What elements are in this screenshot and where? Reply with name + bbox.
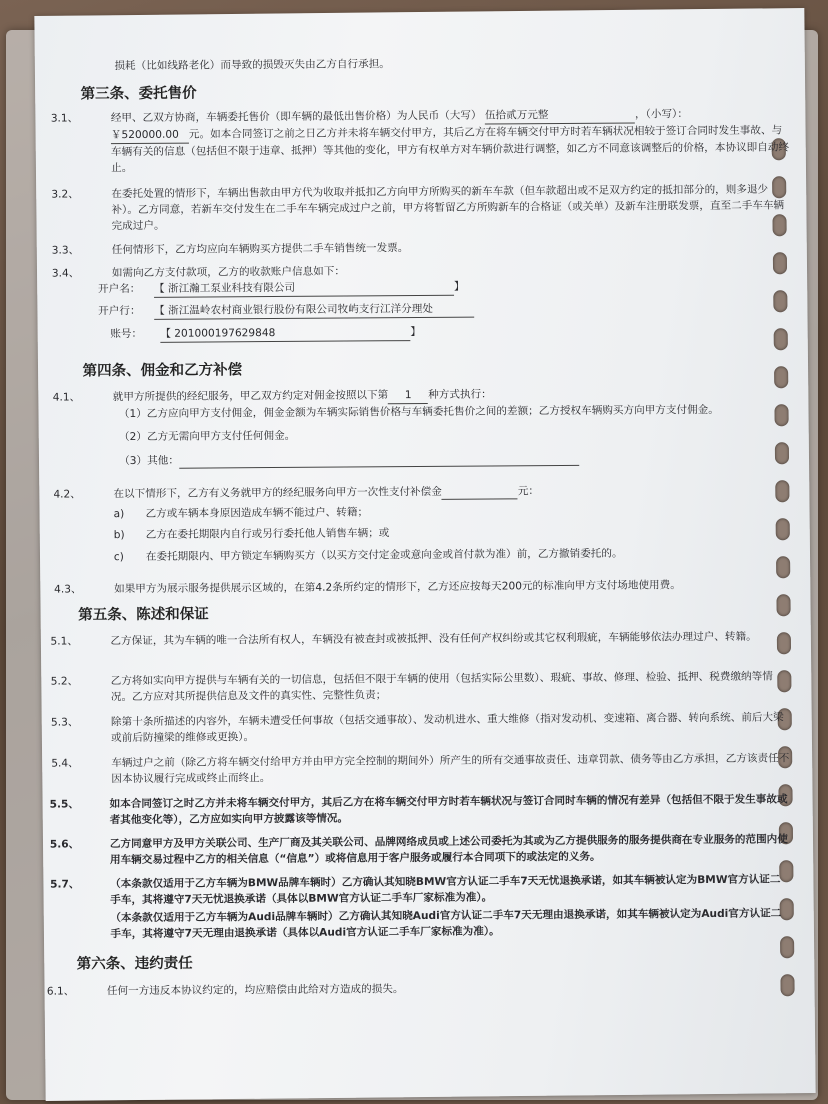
compensation-blank: [442, 486, 518, 500]
article-4-title: 第四条、佣金和乙方补偿: [82, 362, 243, 380]
item-key: c): [113, 551, 124, 564]
binder-hole: [774, 404, 788, 426]
clause-4-3-text: 如果甲方为展示服务提供展示区域的，在第4.2条所约定的情形下，乙方还应按每天200元的标准向甲方支付场地使用费。: [114, 579, 681, 596]
item-b: [114, 523, 764, 544]
top-line: 损耗（比如线路老化）而导致的损毁灭失由乙方自行承担。: [114, 58, 390, 73]
clause-3-1-text-a: 经甲、乙双方协商，车辆委托售价（即车辆的最低出售价格）为人民币（大写）: [110, 109, 482, 125]
option-1: （1）乙方应向甲方支付佣金，佣金金额为车辆实际销售价格与车辆委托售价之间的差额；乙方授权车辆购买方向甲方支付佣金。: [118, 403, 719, 421]
clause-3-3-text: 任何情形下，乙方均应向车辆购买方提供二手车销售统一发票。: [111, 242, 409, 257]
clause-6-1: [46, 978, 787, 999]
clause-text: 乙方将如实向甲方提供与车辆有关的一切信息，包括但不限于车辆的使用（包括实际公里数）、瑕疵、事故、修理、检验、抵押、税费缴纳等情况。乙方应对其所提供信息及文件的真实性、完整性负责；: [110, 670, 773, 704]
option-2: （2）乙方无需向甲方支付任何佣金。: [118, 429, 296, 444]
clause-4-2-text-b: 元：: [517, 485, 540, 498]
clause-number: 3.1、: [50, 112, 79, 125]
clause-3-4-text: 如需向乙方支付款项，乙方的收款账户信息如下：: [111, 265, 345, 280]
clause-3-2-text: 在委托处置的情形下，车辆出售款由甲方代为收取并抵扣乙方向甲方所购买的新车车款（但车款超出或不足双方约定的抵扣部分的，则多退少补）。乙方同意，若新车交付发生在二手车车辆完成过户之前，甲方将暂留乙方所购新车的合格证（或关单）及新车注册联发票，直至二手车车辆完成过户。: [111, 183, 785, 233]
clause-5-2: [50, 668, 791, 705]
clause-number: 5.6、: [49, 838, 80, 851]
bracket-close: 】: [453, 280, 465, 293]
clause-text: （本条款仅适用于乙方车辆为Audi品牌车辆时）乙方确认其知晓Audi官方认证二手车7天无理由退换承诺，如其车辆被认定为Audi官方认证二手车，其将遵守7天无理由退换承诺（具体以Audi官方认证二手车厂家标准为准）。: [110, 907, 782, 941]
clause-5-3: [50, 709, 791, 746]
bank-name-row: [98, 299, 758, 321]
commission-choice: 1: [388, 387, 428, 404]
clause-number: 5.7、: [50, 878, 80, 891]
clause-3-3: [51, 237, 792, 258]
clause-number: 3.3、: [51, 244, 80, 257]
account-number-label: 账号：: [110, 327, 143, 341]
option-3: [119, 449, 759, 469]
item-a: [114, 502, 764, 523]
clause-5-1: [50, 628, 790, 649]
clause-6-1-text: 任何一方违反本协议约定的，均应赔偿由此给对方造成的损失。: [106, 983, 404, 998]
clause-number: 4.3、: [54, 583, 82, 596]
clause-4-3: [54, 576, 794, 597]
item-text: 在委托期限内、甲方锁定车辆购买方（以买方交付定金或意向金或首付款为准）前，乙方撤销委托的。: [145, 547, 623, 563]
item-key: b): [113, 529, 125, 542]
account-name-value: 【 浙江瀚工泵业科技有限公司: [154, 279, 454, 298]
item-text: 乙方在委托期限内自行或另行委托他人销售车辆；或: [145, 527, 390, 541]
contract-page: [46, 54, 790, 1099]
clause-3-2: [51, 181, 791, 234]
clause-number: 5.2、: [50, 675, 79, 688]
account-name-label: 开户名：: [97, 282, 141, 296]
clause-number: 5.4、: [51, 757, 79, 770]
clause-number: 5.3、: [50, 716, 79, 729]
clause-number: 4.2、: [53, 488, 81, 501]
clause-text: 乙方保证，其为车辆的唯一合法所有权人，车辆没有被查封或被抵押、没有任何产权纠纷或其它权利瑕疵，车辆能够依法办理过户、转籍。: [110, 630, 757, 648]
clause-4-2-text-a: 在以下情形下，乙方有义务就甲方的经纪服务向甲方一次性支付补偿金: [113, 485, 442, 501]
binder-hole: [774, 328, 788, 350]
binder-hole: [776, 594, 790, 616]
bank-name-value: 【 浙江温岭农村商业银行股份有限公司牧屿支行江洋分理处: [154, 301, 474, 320]
bracket-close: 】: [410, 326, 421, 339]
account-number-value: 【 201000197629848: [160, 324, 410, 343]
item-c: [114, 545, 764, 566]
price-number: ￥520000.00: [111, 127, 189, 145]
clause-number: 4.1、: [52, 391, 81, 404]
binder-hole: [773, 290, 787, 312]
clause-3-1: [50, 105, 791, 176]
clause-5-7-bmw: [50, 871, 790, 908]
clause-text: （本条款仅适用于乙方车辆为BMW品牌车辆时）乙方确认其知晓BMW官方认证二手车7天无忧退换承诺，如其车辆被认定为BMW官方认证二手车，其将遵守7天无忧退换承诺（具体以BMW官方认证二手车厂家标准为准）。: [110, 873, 781, 907]
clause-3-1-text-b: ，（小写）：: [634, 108, 688, 121]
clause-number: 5.1、: [50, 635, 78, 648]
binder-hole: [775, 442, 789, 464]
clause-text: 车辆过户之前（除乙方将车辆交付给甲方并由甲方完全控制的期间外）所产生的所有交通事故责任、违章罚款、债务等由乙方承担，乙方该责任不因本协议履行完成或终止而终止。: [111, 752, 790, 786]
clause-4-1-text-b: 种方式执行：: [428, 388, 492, 401]
option-3-label: （3）其他：: [119, 454, 179, 468]
clause-number: 3.2、: [51, 188, 79, 201]
binder-hole: [776, 556, 790, 578]
clause-5-4: [51, 750, 791, 787]
item-text: 乙方或车辆本身原因造成车辆不能过户、转籍；: [145, 506, 369, 520]
article-5-title: 第五条、陈述和保证: [78, 606, 209, 624]
clause-number: 5.5、: [49, 798, 80, 811]
price-uppercase: 伍拾贰万元整: [485, 107, 635, 125]
binder-hole: [780, 936, 794, 958]
bank-name-label: 开户行：: [98, 304, 141, 318]
clause-4-2: [53, 481, 793, 502]
clause-text: 除第十条所描述的内容外，车辆未遭受任何事故（包括交通事故）、发动机进水、重大维修（指对发动机、变速箱、离合器、转向系统、前后大梁或前后防撞梁的维修或更换）。: [110, 711, 784, 745]
account-name-row: [98, 277, 758, 299]
clause-4-1-text-a: 就甲方所提供的经纪服务，甲乙双方约定对佣金按照以下第: [112, 389, 389, 404]
clause-text: 乙方同意甲方及甲方关联公司、生产厂商及其关联公司、品牌网络成员或上述公司委托为其或为乙方提供服务的服务提供商在专业服务的范围内使用车辆交易过程中乙方的相关信息（“信息”）或将信息用于客户服务或履行本合同项下的或法定的义务。: [109, 833, 788, 867]
clause-5-6: [49, 831, 790, 868]
binder-hole: [776, 518, 790, 540]
clause-5-5: [49, 791, 790, 828]
item-key: a): [113, 508, 125, 521]
article-3-title: 第三条、委托售价: [80, 85, 197, 103]
clause-3-1-text-c: 元。如本合同签订之前之日乙方并未将车辆交付甲方，其后乙方在将车辆交付甲方时若车辆状况相较于签订合同时发生事故、与车辆有关的信息（包括但不限于违章、抵押）等其他的变化，甲方有权单方对车辆价款进行调整，如乙方不同意该调整后的价格，本协议即自动终止。: [110, 124, 790, 175]
clause-number: 6.1、: [46, 985, 75, 998]
other-blank: [179, 453, 579, 469]
article-6-title: 第六条、违约责任: [76, 955, 193, 973]
account-number-row: [110, 322, 770, 344]
clause-number: 3.4、: [51, 267, 80, 280]
clause-text: 如本合同签订之时乙方并未将车辆交付甲方，其后乙方在将车辆交付甲方时若车辆状况与签订合同时车辆的情况有差异（包括但不限于发生事故或者其他变化等），乙方应如实向甲方披露该等情况。: [109, 793, 788, 827]
clause-5-7-audi: [80, 905, 790, 942]
